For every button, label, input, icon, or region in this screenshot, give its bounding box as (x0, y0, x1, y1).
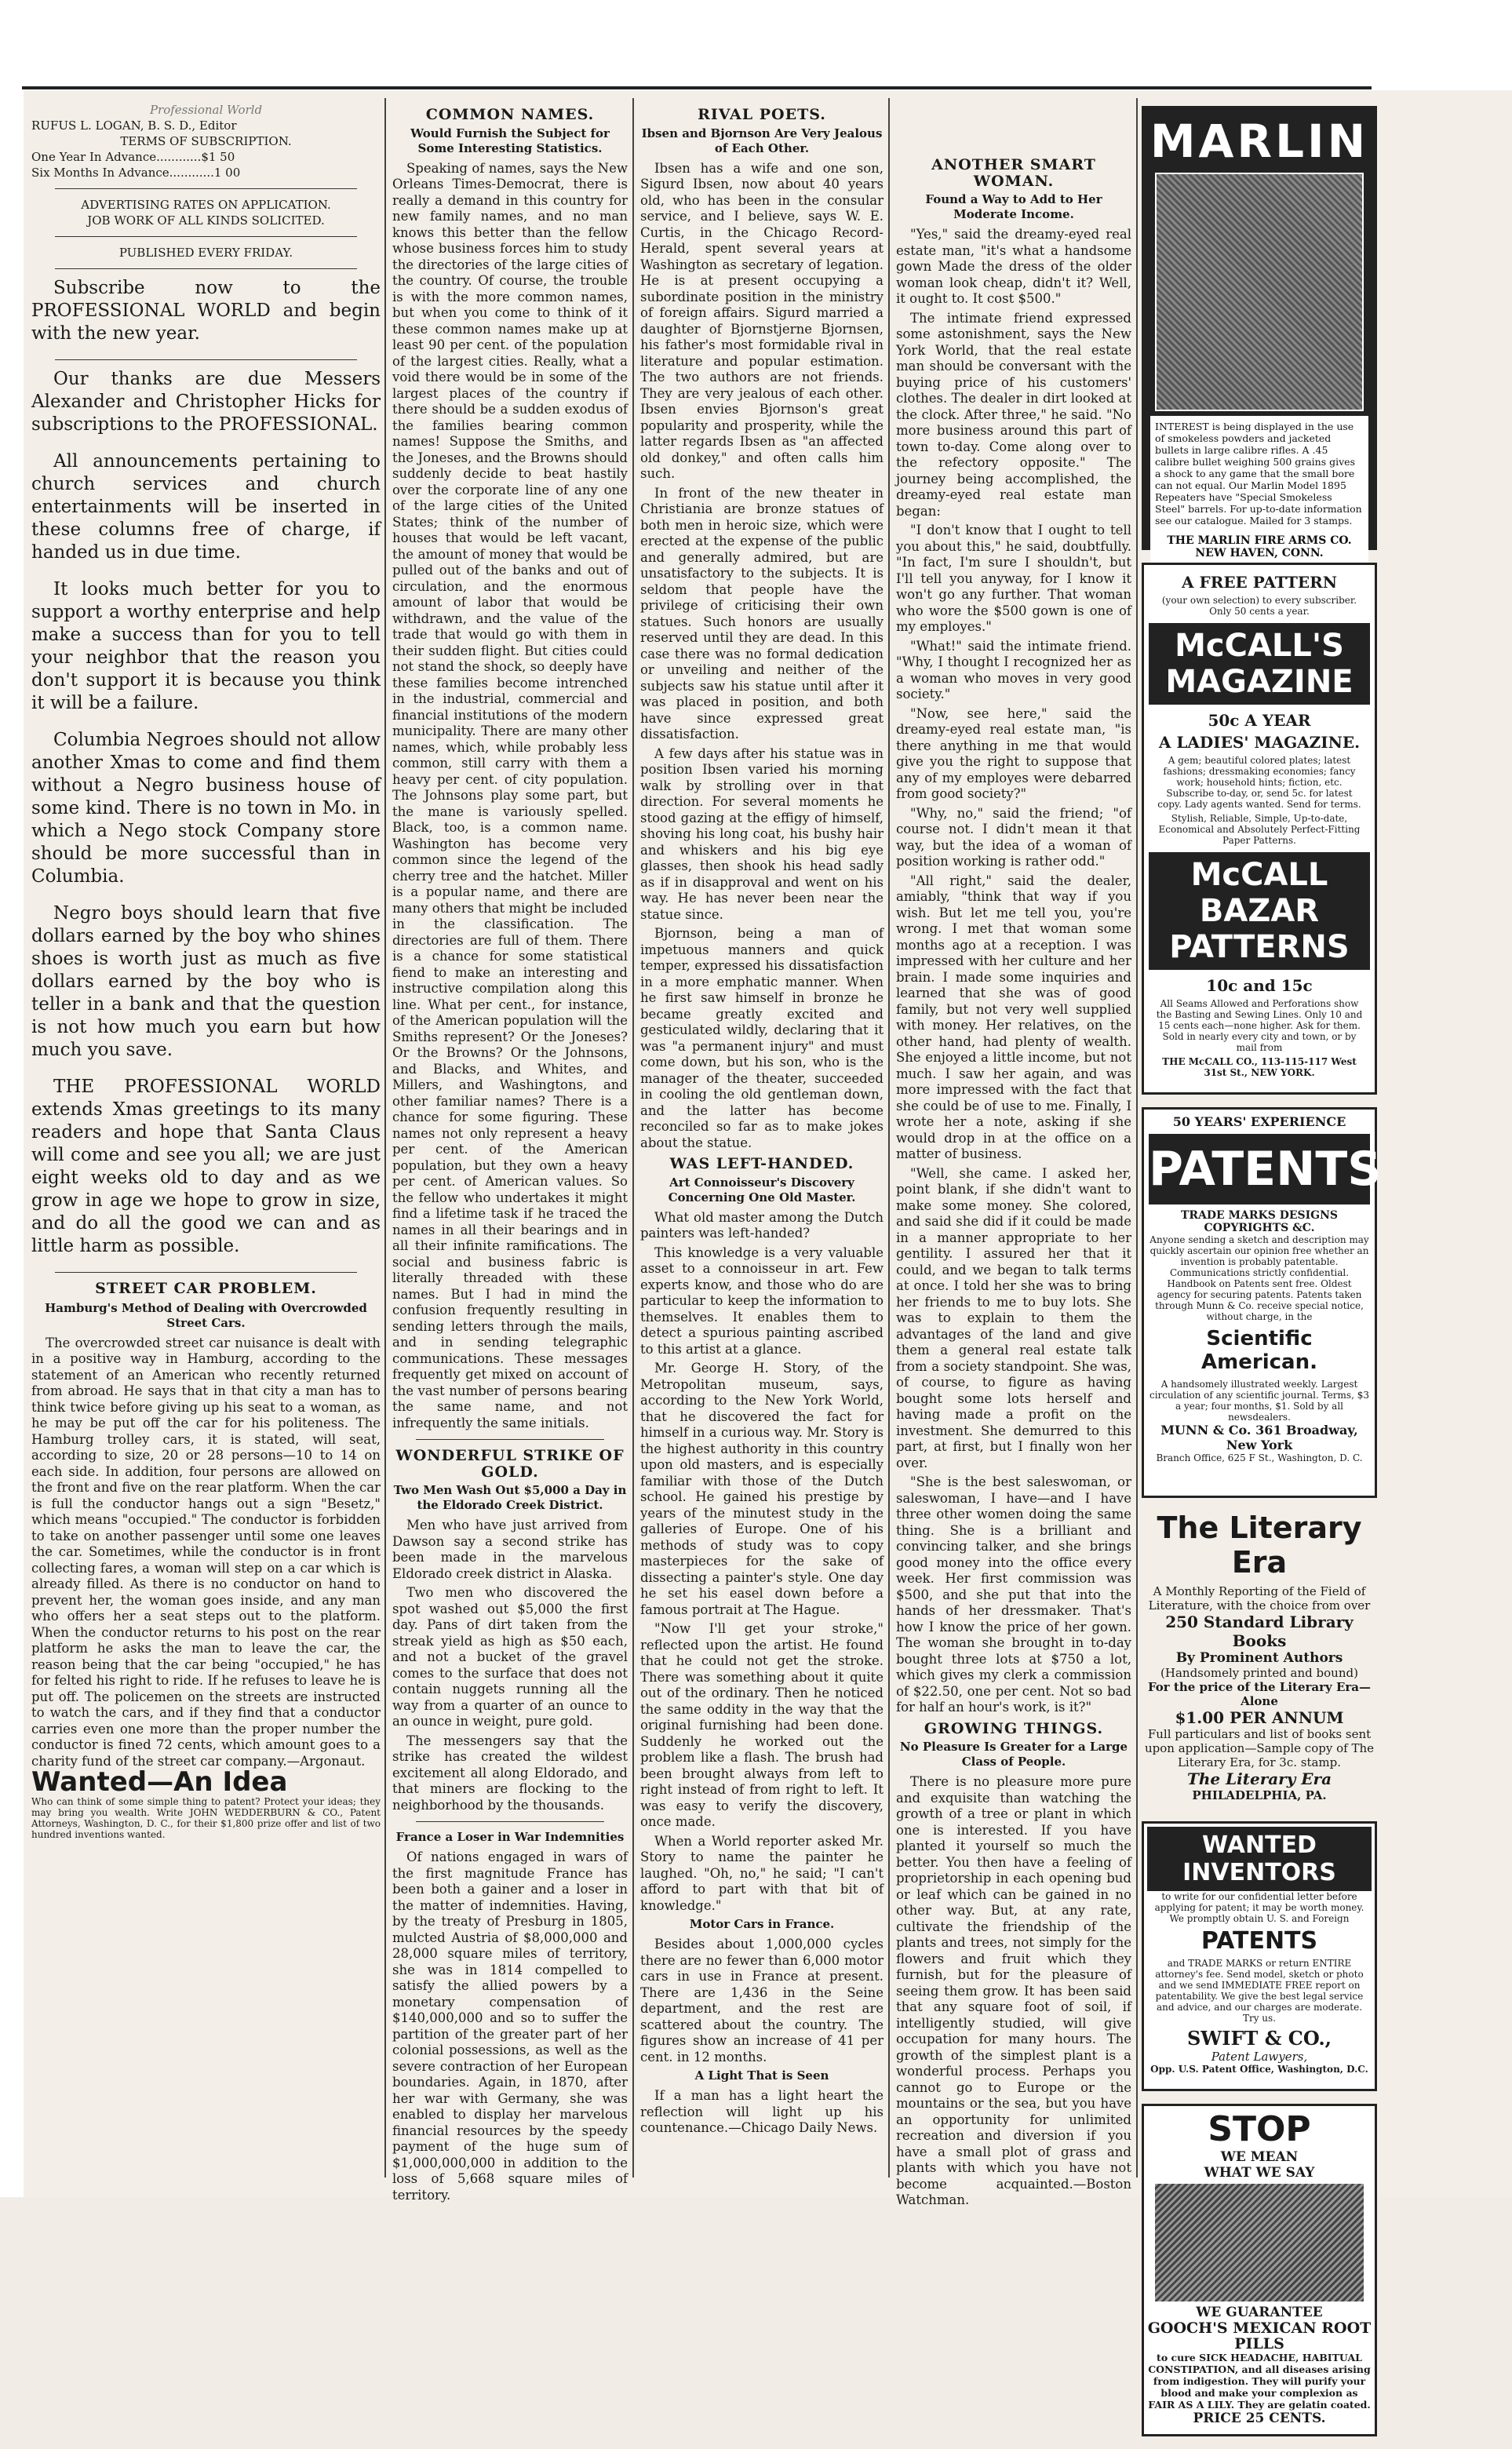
inventors-ad (1142, 1821, 1377, 2091)
mccall-magazine: McCALL'S MAGAZINE (1149, 623, 1370, 705)
divider (55, 359, 357, 360)
inventors-headline: WANTED INVENTORS (1147, 1827, 1372, 1891)
column-rule (384, 98, 386, 2177)
literary-era-ad (1142, 1511, 1377, 1809)
inventors-line2: and TRADE MARKS or return ENTIRE attorney's fee. Send model, sketch or photo and we send IMMEDIATE FREE report on patentability. We give the best legal service and advice, and our charges are moderate. Try us. (1155, 1958, 1364, 2024)
paragraph: The intimate friend expressed some astonishment, says the New York World, that the real estate man should be conversant with the buying price of his customers' clothes. The dealer in dirt looked at the clock. After three," he said. "No more business around this part of town to-day. Come along over to the refectory opposite." The journey being accomplished, the dreamy-eyed real estate man began: (896, 310, 1131, 519)
masthead-paper-name: Professional World (149, 103, 263, 117)
literary-era-company: The Literary Era (1186, 1769, 1332, 1788)
divider (55, 1272, 357, 1273)
column-2 (392, 102, 628, 2203)
mccall-price: 50c A YEAR (1208, 711, 1311, 730)
masthead-advertising: ADVERTISING RATES ON APPLICATION. (81, 198, 331, 212)
patents-scientific: Scientific American. (1201, 1327, 1317, 1374)
left-handed-title: WAS LEFT-HANDED. (669, 1155, 854, 1172)
torn-top-edge (0, 0, 1512, 90)
gold-strike-title: WONDERFUL STRIKE OF GOLD. (395, 1447, 625, 1481)
patents-ad (1142, 1107, 1382, 1498)
advertisements-column (1142, 106, 1382, 2449)
man-illustration (1155, 2184, 1364, 2301)
marlin-text: INTEREST is being displayed in the use of smokeless powders and jacketed bullets in large calibre rifles. A .45 calibre bullet weighing 500 grains gives a shock to any game that the small bore can not equal. Our Marlin Model 1895 Repeaters have "Special Smokeless Steel" barrels. For up-to-date information see our catalogue. Mailed for 3 stamps. (1150, 416, 1368, 531)
divider (416, 1439, 604, 1440)
common-names-subtitle: Would Furnish the Subject for Some Interesting Statistics. (410, 126, 610, 155)
paragraph: "What!" said the intimate friend. "Why, I thought I recognized her as a woman who moves in very good society." (896, 638, 1131, 702)
patents-sci-text: A handsomely illustrated weekly. Largest circulation of any scientific journal. Terms, $3 a year; four months, $1. Sold by all newsdealers. (1149, 1379, 1369, 1423)
paragraph: Speaking of names, says the New Orleans Times-Democrat, there is really a demand in this country for new family names, and no man knows this better than the fellow whose business forces him to study the directories of the large cities of the country. Of course, the trouble is with the more common names, but when you come to think of it these common names make up at least 90 per cent. of the population of the largest cities. Really, what a void there would be in some of the largest places of the country if there should be a sudden exodus of the families bearing common names! Suppose the Smiths, and the Joneses, and the Browns should suddenly decide to beat hastily over the corporate line of any one of the large cities of the United States; think of the number of houses that would be left vacant, the amount of money that would be pulled out of the banks and out of circulation, and the enormous amount of labor that would be withdrawn, and the value of the trade that would go with them in their sudden flight. But cities could not stand the shock, so deeply have these families become intrenched in the industrial, commercial and financial institutions of the modern municipality. There are many other names, which, while probably less common, still carry with them a heavy per cent. of city population. The Johnsons play some part, but the mane is variously spelled. Black, too, is a common name. Washington has become very common since the legend of the cherry tree and the hatchet. Miller is a popular name, and there are many others that might be included in the classification. The directories are full of them. There is a chance for some statistical fiend to make an interesting and instructive compilation along this line. What per cent., for instance, of the American population will the Smiths represent? Or the Joneses? Or the Browns? Or the Johnsons, and Blacks, and Whites, and Millers, and Washingtons, and other familiar names? There is a chance for some figuring. These names not only represent a heavy per cent. of the American population, but they own a heavy per cent. of American values. So the fellow who undertakes it might find a lifetime task if he traced the names in all their bearings and in all their infinite ramifications. The social and business fabric is literally threaded with these names. But I had in mind the confusion frequently resulting in sending letters through the mails, and in sending telegraphic communications. These messages frequently get mixed on account of the vast number of persons bearing the same name, and not infrequently the same initials. (392, 160, 628, 1430)
paragraph: "Well, she came. I asked her, point blank, if she didn't want to make some money. She colored, and said she did if it could be made in a manner appropriate to her gentility. I assured her that it could, and we began to talk terms at once. I told her she was to bring her friends to me to buy lots. She was to explain to them the advantages of the land and give them a general real estate talk from a society standpoint. She was, of course, to figure as having bought some lots herself and having made a profit on the investment. She demurred to this part, at first, but I finally won her over. (896, 1165, 1131, 1470)
mccall-company: THE McCALL CO., 113-115-117 West 31st St., NEW YORK. (1162, 1056, 1357, 1078)
mccall-stylish: Stylish, Reliable, Simple, Up-to-date, Economical and Absolutely Perfect-Fitting Paper Patterns. (1158, 813, 1361, 846)
patents-text: Anyone sending a sketch and description may quickly ascertain our opinion free whether an invention is probably patentable. Communications strictly confidential. Handbook on Patents sent free. Oldest agency for securing patents. Patents taken through Munn & Co. receive special notice, without charge, in the (1149, 1234, 1369, 1322)
patents-branch: Branch Office, 625 F St., Washington, D. C. (1156, 1452, 1363, 1463)
gooch-text: to cure SICK HEADACHE, HABITUAL CONSTIPATION, and all diseases arising from indigestion. They will purify your blood and make your complexion as FAIR AS A LILY. They are gelatin coated. (1148, 2352, 1371, 2411)
mccall-pattern-sub: (your own selection) to every subscriber. Only 50 cents a year. (1161, 595, 1357, 617)
inventors-line1: to write for our confidential letter before applying for patent; it may be worth money. We promptly obtain U. S. and Foreign (1154, 1891, 1364, 1924)
note: Our thanks are due Messers Alexander and Christopher Hicks for subscriptions to the PROFESSIONAL. (31, 369, 381, 435)
literary-era-books: 250 Standard Library Books (1165, 1613, 1354, 1650)
literary-era-price-line: For the price of the Literary Era—Alone (1147, 1680, 1372, 1708)
mccall-ad (1142, 563, 1377, 1095)
gooch-stop: STOP (1208, 2109, 1311, 2149)
literary-era-city: PHILADELPHIA, PA. (1192, 1788, 1327, 1802)
wanted-idea-headline: Wanted—An Idea (31, 1766, 288, 1798)
paragraph: What old master among the Dutch painters was left-handed? (640, 1209, 884, 1241)
gooch-we-mean: WE MEAN (1220, 2149, 1299, 2165)
street-car-subtitle: Hamburg's Method of Dealing with Overcrowded Street Cars. (45, 1300, 367, 1330)
masthead-terms-2: Six Months In Advance............1 00 (31, 166, 241, 180)
marlin-company: THE MARLIN FIRE ARMS CO. NEW HAVEN, CONN. (1150, 531, 1368, 563)
gooch-what-we-say: WHAT WE SAY (1204, 2165, 1315, 2181)
marlin-ad (1142, 106, 1377, 559)
paragraph: Two men who discovered the spot washed out $5,000 the first day. Pans of dirt taken from the streak yield as high as $50 each, and not a bucket of the gravel comes to the surface that does not contain nuggets running all the way from a quarter of an ounce to an ounce in weight, pure gold. (392, 1585, 628, 1729)
column-3 (640, 102, 884, 2189)
paragraph: "Why, no," said the friend; "of course not. I didn't mean it that way, but the idea of a woman of position working is rather odd." (896, 805, 1131, 869)
column-1 (31, 102, 381, 2189)
mccall-bazar-text: All Seams Allowed and Perforations show the Basting and Sewing Lines. Only 10 and 15 cents each—none higher. Ask for them. Sold in nearly every city and town, or by mail from (1156, 998, 1363, 1053)
literary-era-headline: The Literary Era (1157, 1511, 1362, 1580)
paragraph: "She is the best saleswoman, or saleswoman, I have—and I have three other women doing the same thing. She is a brilliant and convincing talker, and she brings good money into the office every week. Her first commission was $500, and she put that into the hands of her dressmaker. That's how I know the price of her gown. The woman she brought in to-day bought three lots at $750 a lot, which gives my clerk a commission of $22.50, one per cent. Not so bad for half an hour's work, is it?" (896, 1474, 1131, 1715)
paragraph: Besides about 1,000,000 cycles there are no fewer than 6,000 motor cars in use in France at present. There are 1,436 in the Seine department, and the rest are scattered about the country. The figures show an increase of 41 per cent. in 12 months. (640, 1937, 884, 2065)
mccall-bazar: McCALL BAZAR PATTERNS (1149, 852, 1370, 970)
paragraph: Of nations engaged in wars of the first magnitude France has been both a gainer and a loser in the matter of indemnities. Having, by the treaty of Presburg in 1805, mulcted Austria of $8,000,000 and 28,000 square miles of territory, she was in 1814 compelled to satisfy the allied powers by a monetary compensation of $140,000,000 and so to suffer the partition of the greater part of her colonial possessions, as well as the severe contraction of her European boundaries. Again, in 1870, after her war with Germany, she was enabled to display her marvelous financial resources by the speedy payment of the huge sum of $1,000,000,000 in addition to the loss of 5,668 square miles of territory. (392, 1850, 628, 2203)
divider (55, 236, 357, 237)
gooch-price: PRICE 25 CENTS. (1193, 2411, 1326, 2426)
growing-things-title: GROWING THINGS. (924, 1719, 1104, 1737)
patents-marks: TRADE MARKS DESIGNS COPYRIGHTS &C. (1180, 1209, 1339, 1234)
growing-things-subtitle: No Pleasure Is Greater for a Large Class of People. (899, 1740, 1128, 1769)
mccall-free-pattern: A FREE PATTERN (1182, 573, 1337, 592)
gooch-product: GOOCH'S MEXICAN ROOT PILLS (1147, 2320, 1372, 2352)
mccall-ladies-text: A gem; beautiful colored plates; latest fashions; dressmaking economies; fancy work; household hints; fiction, etc. Subscribe to-day, or, send 5c. for latest copy. Lady agents wanted. Send for terms. (1157, 755, 1361, 810)
light-heart-title: A Light That is Seen (694, 2068, 829, 2083)
note: THE PROFESSIONAL WORLD extends Xmas greetings to its many readers and hope that Santa Claus will come and see you all; we are just eight weeks old to day and as we grow in age we hope to grow in size, and do all the good we can and as little harm as possible. (31, 1077, 381, 1256)
paragraph: A few days after his statue was in position Ibsen varied his morning walk by strolling over in that direction. For several moments he stood gazing at the effigy of himself, shoving his long coat, his bushy hair and whiskers and his big eye glasses, then shook his head sadly as if in disapproval and went on his way. He has never been near the statue since. (640, 745, 884, 922)
gooch-ad (1142, 2104, 1377, 2436)
inventors-patents: PATENTS (1200, 1927, 1318, 1955)
paragraph: Men who have just arrived from Dawson say a second strike has been made in the marvelous Eldorado creek district in Alaska. (392, 1518, 628, 1581)
wanted-idea-ad (31, 1766, 381, 1840)
mccall-ladies: A LADIES' MAGAZINE. (1158, 733, 1361, 752)
masthead-terms-1: One Year In Advance............$1 50 (31, 150, 235, 164)
note: Subscribe now to the PROFESSIONAL WORLD and begin with the new year. (31, 278, 381, 344)
column-rule (1136, 98, 1138, 2177)
paragraph: This knowledge is a very valuable asset to a connoisseur in art. Few experts know, and those who do are particular to keep the information to themselves. It enables them to detect a spurious painting ascribed to this artist at a glance. (640, 1245, 884, 1357)
paragraph: "All right," said the dealer, amiably, "think that way if you wish. But let me tell you, you're wrong. I met that woman some months ago at a reception. I was impressed with her culture and her brain. I made some inquiries and learned that she was of good family, but not very well supplied with money. Her relatives, on the other hand, had plenty of wealth. She enjoyed a little income, but not much. I saw her again, and was more impressed with the fact that she could be of use to me. Finally, I wrote her a note, asking if she would drop in at the office on a matter of business. (896, 873, 1131, 1161)
literary-era-price: $1.00 PER ANNUM (1175, 1708, 1344, 1727)
gold-strike-subtitle: Two Men Wash Out $5,000 a Day in the Eldorado Creek District. (393, 1483, 627, 1512)
column-rule (888, 98, 890, 2177)
paragraph: If a man has a light heart the reflection will light up his countenance.—Chicago Daily News. (640, 2088, 884, 2135)
note: Columbia Negroes should not allow another Xmas to come and find them without a Negro business house of some kind. There is no town in Mo. in which a Nego stock Company store should be more successful than in Columbia. (31, 730, 381, 887)
patents-company: MUNN & Co. 361 Broadway, New York (1160, 1423, 1358, 1452)
paragraph: Mr. George H. Story, of the Metropolitan museum, says, according to the New York World, that he discovered the fact for himself in a curious way. Mr. Story is the highest authority in this country upon old masters, and is especially familiar with those of the Dutch school. He gained his prestige by years of the minutest study in the galleries of Europe. One of his methods of study was to copy masterpieces for the sake of dissecting a painter's style. One day he set his easel down before a famous portrait at The Hague. (640, 1361, 884, 1617)
literary-era-bound: (Handsomely printed and bound) (1160, 1666, 1358, 1680)
paragraph: There is no pleasure more pure and exquisite than watching the growth of a tree or plant in which one is interested. If you have planted it yourself so much the better. You then have a feeling of proprietorship in each opening bud or leaf which can be gained in no other way. But, at any rate, cultivate the friendship of the plants and trees, not simply for the flowers and fruit which they furnish, but for the pleasure of seeing them grow. It has been said that any square foot of soil, if intelligently studied, will give occupation for many hours. The growth of the simplest plant is a wonderful process. Perhaps you cannot go to Europe or the mountains or the sea, but you have an opportunity for unlimited recreation and diversion if you have a small plot of grass and plants with which you have not become acquainted.—Boston Watchman. (896, 1774, 1131, 2207)
masthead-terms-heading: TERMS OF SUBSCRIPTION. (120, 134, 292, 148)
masthead-editor: RUFUS L. LOGAN, B. S. D., Editor (31, 118, 237, 133)
paragraph: Ibsen has a wife and one son, Sigurd Ibsen, now about 40 years old, who has been in the consular service, and I believe, says W. E. Curtis, in the Chicago Record-Herald, spent several years at Washington as secretary of legation. He is at present occupying a subordinate position in the ministry of foreign affairs. Sigurd married a daughter of Bjornstjerne Bjornsen, his father's most formidable rival in literature and popular estimation. The two authors are not friends. They are very jealous of each other. Ibsen envies Bjornson's great popularity and prosperity, while the latter regards Ibsen as "an affected old donkey," and often calls him such. (640, 160, 884, 481)
inventors-role: Patent Lawyers, (1211, 2050, 1308, 2064)
patents-headline: PATENTS (1149, 1134, 1370, 1204)
literary-era-line2: Full particulars and list of books sent upon application—Sample copy of The Literary Era, for 3c. stamp. (1145, 1727, 1374, 1769)
wanted-idea-text: Who can think of some simple thing to patent? Protect your ideas; they may bring you wealth. Write JOHN WEDDERBURN & CO., Patent Attorneys, Washington, D. C., for their $1,800 prize offer and list of two hundred inventions wanted. (31, 1795, 381, 1840)
paragraph: "I don't know that I ought to tell you about this," he said, doubtfully. "In fact, I'm sure I shouldn't, but I'll tell you anyway, for I know it won't go any further. That woman who wore the $500 gown is one of my employes." (896, 523, 1131, 634)
paragraph: "Yes," said the dreamy-eyed real estate man, "it's what a handsome gown Made the dress of the older woman look cheap, didn't it? Well, it ought to. It cost $500." (896, 227, 1131, 306)
note: Negro boys should learn that five dollars earned by the boy who shines shoes is worth just as much as five dollars earned by the boy who is teller in a bank and that the question is not how much you earn but how much you save. (31, 903, 381, 1060)
mccall-bazar-price: 10c and 15c (1206, 976, 1313, 995)
divider (55, 268, 357, 269)
smart-woman-title: ANOTHER SMART WOMAN. (931, 156, 1096, 190)
paragraph: In front of the new theater in Christiania are bronze statues of both men in heroic size, which were erected at the expense of the public and generally admired, but are unsatisfactory to the subjects. It is seldom that people have the privilege of criticising their own statues. Such honors are usually reserved until they are dead. In this case there was no formal dedication or unveiling and neither of the subjects saw his statue until after it was placed in position, and both have since expressed great dissatisfaction. (640, 485, 884, 742)
patents-years: 50 YEARS' EXPERIENCE (1172, 1114, 1346, 1129)
note: It looks much better for you to support a worthy enterprise and help make a success than for you to tell your neighbor that the reason you don't support it is because you think it will be a failure. (31, 579, 381, 713)
rival-poets-title: RIVAL POETS. (698, 106, 826, 123)
common-names-title: COMMON NAMES. (425, 106, 595, 123)
torn-left-edge (0, 0, 24, 2197)
paragraph: Bjornson, being a man of impetuous manners and quick temper, expressed his dissatisfaction in a more emphatic manner. When he first saw himself in bronze he became greatly excited and gesticulated wildly, declaring that it was "a permanent injury" and must come down, but his son, who is the manager of the theater, succeeded in cooling the old gentleman down, and the latter has become reconciled so far as to make jokes about the statue. (640, 926, 884, 1150)
rival-poets-subtitle: Ibsen and Bjornson Are Very Jealous of Each Other. (641, 126, 883, 155)
literary-era-line1: A Monthly Reporting of the Field of Literature, with the choice from over (1148, 1584, 1371, 1613)
paragraph: "Now I'll get your stroke," reflected upon the artist. He found that he could not get the stroke. There was something about it quite out of the ordinary. Then he noticed the same oddity in the way that the original furnishing had been done. Suddenly he worked out the problem like a flash. The brush had been brought always from left to right instead of from right to left. It was easy to verify the discovery, once made. (640, 1621, 884, 1829)
left-handed-subtitle: Art Connoisseur's Discovery Concerning One Old Master. (668, 1175, 856, 1204)
gooch-guarantee: WE GUARANTEE (1196, 2305, 1323, 2320)
street-car-title: STREET CAR PROBLEM. (95, 1280, 317, 1297)
street-car-body (31, 1336, 381, 1770)
paragraph: When a World reporter asked Mr. Story to name the painter he laughed. "Oh, no," he said; "I can't afford to part with that bit of knowledge." (640, 1833, 884, 1913)
inventors-company: SWIFT & CO., (1186, 2027, 1332, 2050)
paragraph: "Now, see here," said the dreamy-eyed real estate man, "is there anything in me that would give you the right to suppose that any of my employes were debarred from good society?" (896, 705, 1131, 801)
divider (55, 188, 357, 189)
marlin-logo: MARLIN (1149, 115, 1369, 168)
masthead (31, 102, 381, 269)
masthead-published: PUBLISHED EVERY FRIDAY. (118, 246, 293, 260)
local-notes (31, 277, 381, 1258)
smart-woman-subtitle: Found a Way to Add to Her Moderate Income. (925, 192, 1102, 221)
divider (416, 1821, 604, 1822)
hunter-illustration (1155, 173, 1364, 411)
inventors-address: Opp. U.S. Patent Office, Washington, D.C. (1150, 2064, 1368, 2075)
masthead-job-work: JOB WORK OF ALL KINDS SOLICITED. (87, 213, 325, 228)
paragraph: The messengers say that the strike has created the wildest excitement all along Eldorado, and that miners are flocking to the neighborhood by the thousands. (392, 1733, 628, 1813)
motor-cars-title: Motor Cars in France. (689, 1917, 835, 1931)
note: All announcements pertaining to church services and church entertainments will be inserted in these columns free of charge, if handed us in due time. (31, 451, 381, 563)
france-title: France a Loser in War Indemnities (395, 1830, 625, 1844)
column-4 (896, 102, 1131, 2207)
column-rule (632, 98, 634, 2177)
paragraph: The overcrowded street car nuisance is dealt with in a positive way in Hamburg, according to the statement of an American who recently returned from abroad. He says that in that city a man has to think twice before giving up his seat to a woman, as he may be put off the car for his politeness. The Hamburg trolley cars, it is stated, will seat, according to size, 20 or 28 persons—10 to 14 on each side. In addition, four persons are allowed on the front and five on the rear platform. When the car is full the conductor hangs out a sign "Besetz," which means "occupied." The conductor is forbidden to take on another passenger until some one leaves the car. Sometimes, while the conductor is in front collecting fares, a woman will step on a car which is already filled. As there is no conductor on hand to prevent her, the woman goes inside, and any man who offers her a seat steps out to the platform. When the conductor returns to his post on the rear platform he asks the man to leave the car, the reason being that the car being "occupied," he has for felted his right to ride. If he refuses to leave he is put off. The policemen on the streets are instructed to watch the cars, and if they find that a conductor carries even one more than the proper number the conductor is fined 72 cents, which amount goes to a charity fund of the street car company.—Argonaut. (31, 1335, 381, 1769)
top-rule (22, 86, 1372, 89)
literary-era-authors: By Prominent Authors (1175, 1650, 1343, 1666)
